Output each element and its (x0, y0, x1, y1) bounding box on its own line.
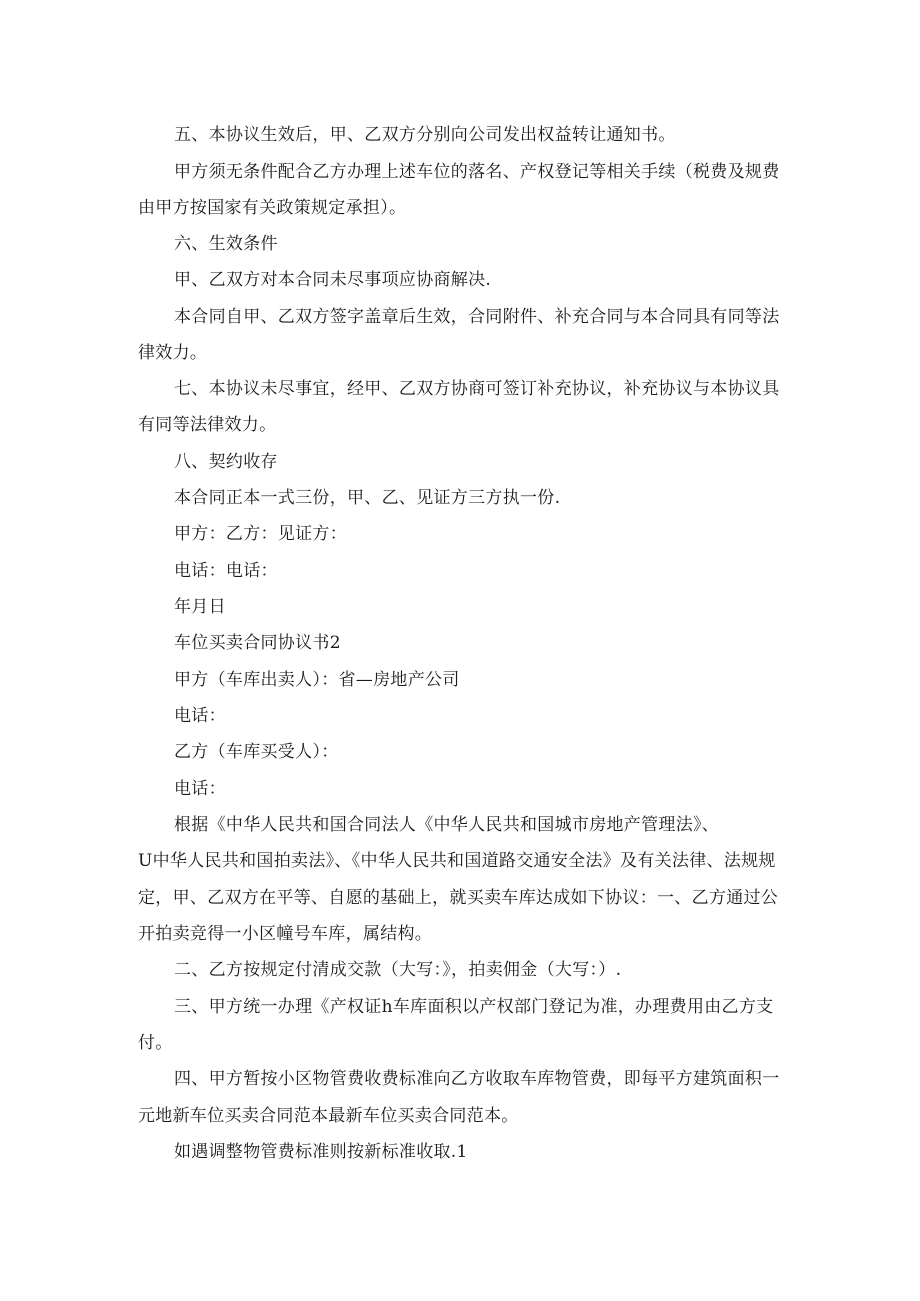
signature-parties: 甲方：乙方：见证方： (174, 524, 347, 544)
paragraph-line: 付。 (138, 1033, 173, 1053)
paragraph-line: 根据《中华人民共和国合同法人《中华人民共和国城市房地产管理法》、 (174, 815, 720, 835)
phone-line: 电话： (174, 706, 226, 726)
paragraph-line: 七、本协议未尽事宜，经甲、乙双方协商可签订补充协议，补充协议与本协议具 (174, 379, 780, 399)
paragraph-line: 二、乙方按规定付清成交款（大写：》，拍卖佣金（大写：）. (174, 960, 622, 980)
date-line: 年月日 (174, 597, 226, 617)
paragraph-line: 开拍卖竞得一小区幢号车库，属结构。 (138, 924, 433, 944)
paragraph-line: 五、本协议生效后，甲、乙双方分别向公司发出权益转让通知书。 (174, 125, 676, 145)
paragraph-line: 四、甲方暂按小区物管费收费标准向乙方收取车库物管费，即每平方建筑面积一 (174, 1069, 780, 1089)
paragraph-line: 定，甲、乙双方在平等、自愿的基础上，就买卖车库达成如下协议：一、乙方通过公 (138, 888, 779, 908)
section-heading: 八、契约收存 (174, 452, 278, 472)
section-heading: 六、生效条件 (174, 234, 278, 254)
party-b-line: 乙方（车库买受人）： (174, 742, 339, 762)
party-a-line: 甲方（车库出卖人）：省—房地产公司 (174, 670, 460, 690)
contract-title: 车位买卖合同协议书2 (174, 633, 341, 653)
paragraph-line: 三、甲方统一办理《产权证h车库面积以产权部门登记为准，办理费用由乙方支 (174, 997, 774, 1017)
paragraph-line: 本合同自甲、乙双方签字盖章后生效，合同附件、补充合同与本合同具有同等法 (174, 307, 780, 327)
paragraph-line: 由甲方按国家有关政策规定承担）。 (138, 198, 407, 218)
paragraph-line: 元地新车位买卖合同范本最新车位买卖合同范本。 (138, 1106, 519, 1126)
paragraph-line: 如遇调整物管费标准则按新标准收取.1 (174, 1142, 468, 1162)
phone-line: 电话：电话： (174, 561, 278, 581)
paragraph-line: 甲方须无条件配合乙方办理上述车位的落名、产权登记等相关手续（税费及规费 (174, 162, 780, 182)
paragraph-line: 有同等法律效力。 (138, 415, 277, 435)
phone-line: 电话： (174, 779, 226, 799)
paragraph-line: U中华人民共和国拍卖法》、《中华人民共和国道路交通安全法》及有关法律、法规规 (138, 851, 776, 871)
paragraph-line: 律效力。 (138, 343, 208, 363)
paragraph-line: 甲、乙双方对本合同未尽事项应协商解决. (174, 270, 492, 290)
paragraph-line: 本合同正本一式三份，甲、乙、见证方三方执一份. (174, 488, 561, 508)
